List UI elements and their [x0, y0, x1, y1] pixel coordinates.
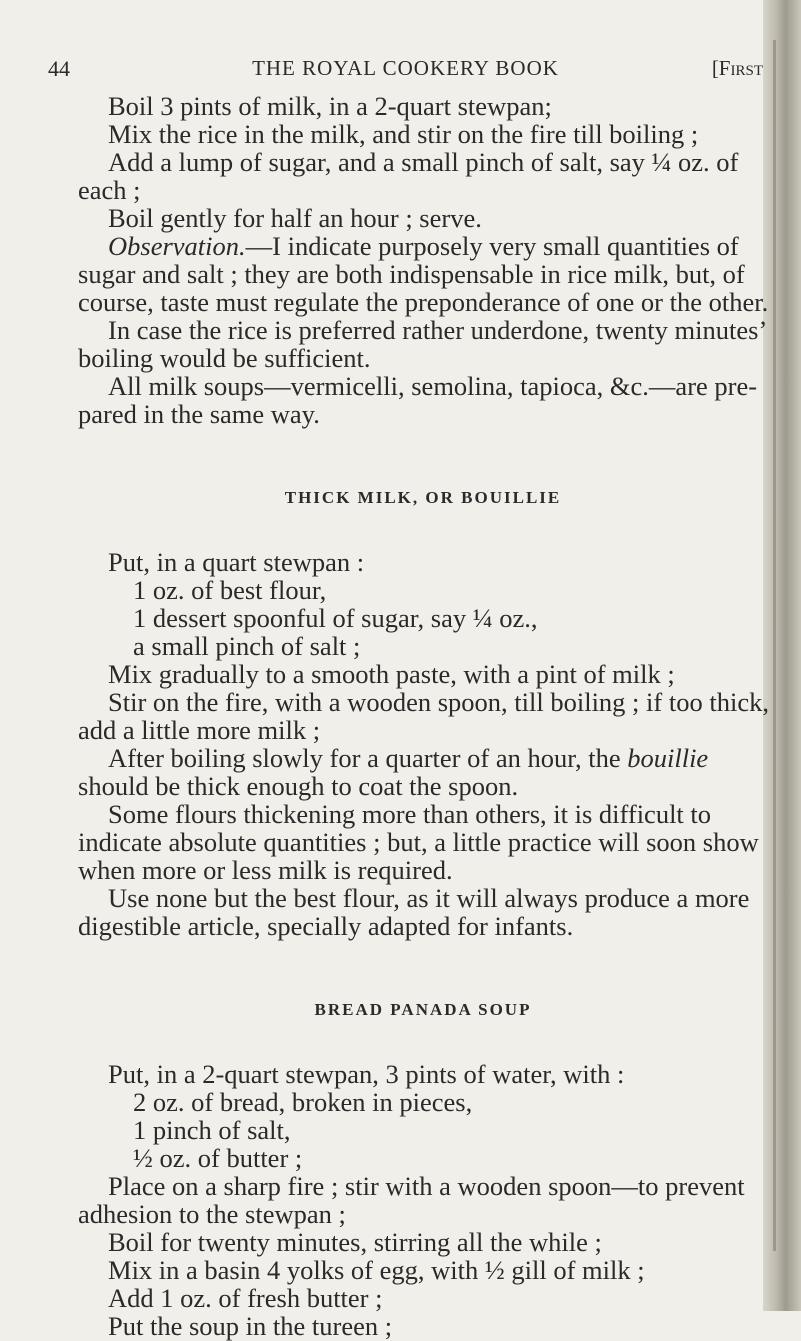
text-line: adhesion to the stewpan ; — [78, 1199, 346, 1229]
page-body — [78, 92, 768, 1340]
text-line: Place on a sharp fire ; stir with a wooden spoon—to prevent — [108, 1171, 745, 1201]
text-line: Boil 3 pints of milk, in a 2-quart stewpan; — [108, 91, 552, 121]
text-line: pared in the same way. — [78, 399, 320, 429]
text-line: each ; — [78, 175, 141, 205]
text-line: Stir on the fire, with a wooden spoon, till boiling ; if too thick, — [108, 687, 769, 717]
page-edge-shadow — [763, 0, 801, 1311]
text-line: 1 dessert spoonful of sugar, say ¼ oz., — [133, 603, 538, 633]
text-line — [78, 744, 768, 772]
text-line: All milk soups—vermicelli, semolina, tapioca, &c.—are pre- — [108, 371, 758, 401]
text-line: ½ oz. of butter ; — [133, 1143, 303, 1173]
text-line: Mix in a basin 4 yolks of egg, with ½ gill of milk ; — [108, 1255, 645, 1285]
text-line: add a little more milk ; — [78, 715, 321, 745]
observation-label: Observation. — [108, 231, 246, 261]
text-line: Mix gradually to a smooth paste, with a pint of milk ; — [108, 659, 675, 689]
text-line: Add 1 oz. of fresh butter ; — [108, 1283, 383, 1313]
text-line: a small pinch of salt ; — [133, 631, 361, 661]
bread-panada-section — [78, 1060, 768, 1340]
observation-line — [78, 232, 768, 260]
text-line: boiling would be sufficient. — [78, 343, 371, 373]
text-line: sugar and salt ; they are both indispensable in rice milk, but, of — [78, 259, 745, 289]
text-line: 1 pinch of salt, — [133, 1115, 291, 1145]
observation-text: —I indicate purposely very small quantities of — [245, 231, 739, 261]
page-header — [48, 56, 763, 86]
section-heading: BREAD PANADA SOUP — [314, 1000, 532, 1019]
text-line: Put the soup in the tureen ; — [108, 1311, 393, 1341]
text-line: when more or less milk is required. — [78, 855, 453, 885]
text-line: Use none but the best flour, as it will always produce a more — [108, 883, 750, 913]
section-mark: [First — [711, 56, 763, 80]
text-line: In case the rice is preferred rather underdone, twenty minutes’ — [108, 315, 768, 345]
page-number: 44 — [48, 56, 70, 81]
text-line: Boil for twenty minutes, stirring all the while ; — [108, 1227, 602, 1257]
running-title: THE ROYAL COOKERY BOOK — [252, 56, 559, 80]
italic-term: bouillie — [627, 743, 709, 773]
rice-milk-section — [78, 92, 768, 428]
thick-milk-section — [78, 548, 768, 940]
text-line: digestible article, specially adapted for infants. — [78, 911, 574, 941]
text-line: Put, in a quart stewpan : — [108, 547, 365, 577]
section-heading: THICK MILK, OR BOUILLIE — [284, 488, 562, 507]
text-line: Mix the rice in the milk, and stir on the fire till boiling ; — [108, 119, 699, 149]
text-line: should be thick enough to coat the spoon. — [78, 771, 519, 801]
text-line: course, taste must regulate the preponderance of one or the other. — [78, 287, 769, 317]
text-line: indicate absolute quantities ; but, a little practice will soon show — [78, 827, 759, 857]
text-line: Some flours thickening more than others, it is difficult to — [108, 799, 712, 829]
text-line: Boil gently for half an hour ; serve. — [108, 203, 482, 233]
text-line: 2 oz. of bread, broken in pieces, — [133, 1087, 473, 1117]
text-line: 1 oz. of best flour, — [133, 575, 327, 605]
text-line: Add a lump of sugar, and a small pinch of salt, say ¼ oz. of — [108, 147, 739, 177]
text-line: Put, in a 2-quart stewpan, 3 pints of water, with : — [108, 1059, 625, 1089]
text-span: After boiling slowly for a quarter of an hour, the — [108, 743, 628, 773]
